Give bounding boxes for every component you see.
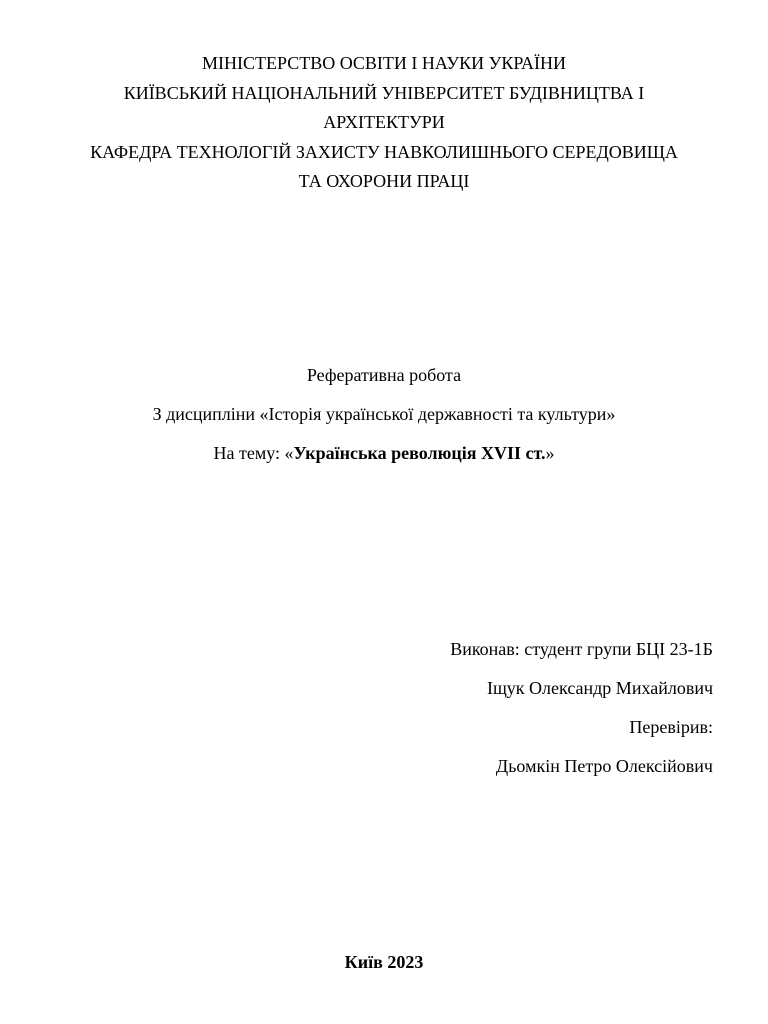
ministry-name: МІНІСТЕРСТВО ОСВІТИ І НАУКИ УКРАЇНИ — [201, 53, 567, 73]
topic-prefix: На тему: « — [213, 443, 294, 463]
checked-by-line: Перевірив: — [629, 717, 713, 737]
university-name-line-1: КИЇВСЬКИЙ НАЦІОНАЛЬНИЙ УНІВЕРСИТЕТ БУДІВНИЦТВА І — [123, 82, 645, 103]
work-type: Реферативна робота — [306, 365, 462, 385]
department-name-line-1: КАФЕДРА ТЕХНОЛОГІЙ ЗАХИСТУ НАВКОЛИШНЬОГО СЕРЕДОВИЩА — [90, 141, 678, 162]
discipline-line: З дисципліни «Історія української державності та культури» — [152, 404, 616, 424]
performed-by-line: Виконав: студент групи БЦІ 23-1Б — [450, 639, 713, 659]
teacher-name: Дьомкін Петро Олексійович — [495, 756, 713, 776]
topic-title: Українська революція XVII ст. — [293, 443, 546, 463]
topic-line — [0, 442, 768, 464]
student-name: Іщук Олександр Михайлович — [486, 678, 713, 698]
city-year: Київ 2023 — [344, 952, 424, 972]
department-name-line-2: ТА ОХОРОНИ ПРАЦІ — [298, 171, 470, 191]
university-name-line-2: АРХІТЕКТУРИ — [323, 112, 445, 132]
topic-suffix: » — [545, 443, 555, 463]
institution-header — [0, 49, 768, 197]
